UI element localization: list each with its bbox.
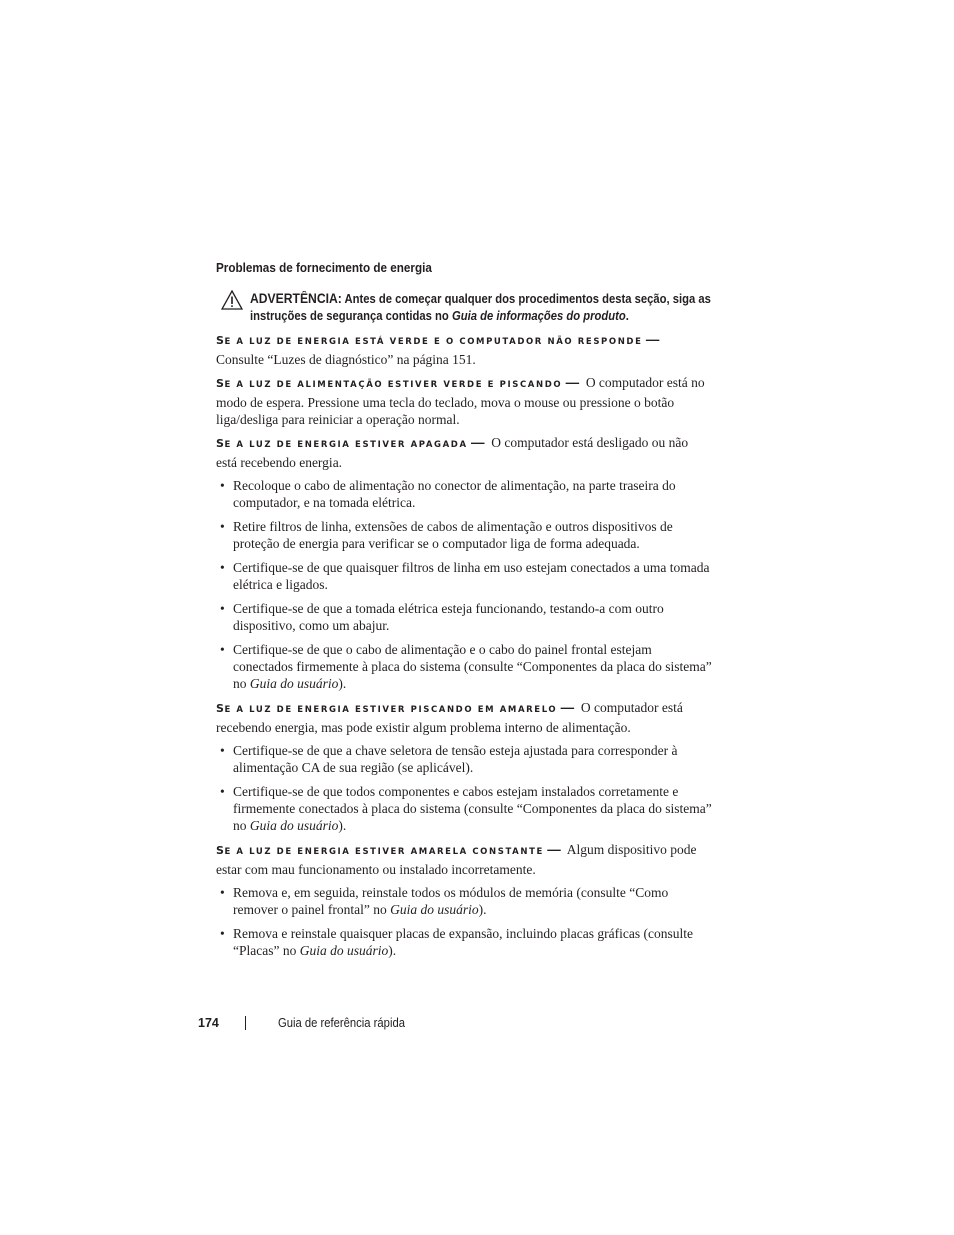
item-heading-rest: E A LUZ DE ALIMENTAÇÃO ESTIVER VERDE E PISCANDO (224, 380, 563, 390)
list-item-reference: Guia do usuário (299, 943, 389, 958)
warning-body: Antes de começar qualquer dos procedimentos desta seção, siga as instruções de segurança contidas no (250, 292, 711, 323)
item-heading (216, 702, 558, 715)
list-item-text: Certifique-se de que a tomada elétrica esteja funcionando, testando-a com outro dispositivo, como um abajur. (233, 601, 664, 633)
warning-notice (216, 290, 712, 325)
item-paragraph (216, 841, 712, 878)
item-paragraph (216, 331, 712, 368)
list-item (216, 884, 712, 918)
footer-separator (245, 1016, 246, 1030)
bullet-icon: • (220, 560, 225, 575)
list-item (216, 477, 712, 511)
item-text: O computador está desligado ou não está recebendo energia. (216, 435, 689, 470)
list-item-text: Certifique-se de que todos componentes e cabos estejam instalados corretamente e firmemente conectados à placa do sistema (consulte “Componentes da placa do sistema” no (233, 784, 712, 833)
item-heading-rest: E A LUZ DE ENERGIA ESTIVER AMARELA CONSTANTE (224, 847, 544, 857)
bullet-icon: • (220, 478, 225, 493)
list-item-end: ). (478, 902, 487, 917)
warning-triangle-icon (221, 290, 243, 310)
bullet-icon: • (220, 885, 225, 900)
item-heading-initial: S (216, 334, 225, 347)
troubleshooting-items (216, 331, 712, 959)
item-heading (216, 377, 563, 390)
item-dash: — (471, 435, 485, 450)
bullet-list (216, 477, 712, 692)
section-title: Problemas de fornecimento de energia (216, 260, 432, 275)
bullet-icon: • (220, 601, 225, 616)
list-item (216, 559, 712, 593)
item-dash: — (547, 842, 561, 857)
list-item-text: Remova e reinstale quaisquer placas de expansão, incluindo placas gráficas (consulte “Placas” no (233, 926, 693, 958)
bullet-list (216, 884, 712, 959)
item-heading-rest: E A LUZ DE ENERGIA ESTÁ VERDE E O COMPUTADOR NÃO RESPONDE (224, 337, 643, 347)
item-text: O computador está recebendo energia, mas pode existir algum problema interno de alimentação. (216, 700, 683, 735)
item-heading-initial: S (216, 437, 225, 450)
list-item-end: ). (388, 943, 397, 958)
warning-end: . (625, 309, 629, 323)
item-paragraph (216, 434, 712, 471)
list-item-text: Recoloque o cabo de alimentação no conector de alimentação, na parte traseira do computador, e na tomada elétrica. (233, 478, 676, 510)
list-item-end: ). (338, 818, 347, 833)
bullet-icon: • (220, 784, 225, 799)
list-item (216, 518, 712, 552)
list-item-reference: Guia do usuário (249, 676, 339, 691)
warning-label: ADVERTÊNCIA: (250, 291, 342, 306)
item-heading (216, 844, 544, 857)
list-item-end: ). (338, 676, 347, 691)
item-text: Algum dispositivo pode estar com mau funcionamento ou instalado incorretamente. (216, 842, 697, 877)
list-item (216, 925, 712, 959)
item-heading-initial: S (216, 844, 225, 857)
item-dash: — (560, 700, 575, 715)
bullet-icon: • (220, 743, 225, 758)
item-heading (216, 437, 468, 450)
item-paragraph (216, 699, 712, 736)
list-item (216, 641, 712, 692)
bullet-icon: • (220, 642, 225, 657)
item-heading-initial: S (216, 702, 225, 715)
item-text: O computador está no modo de espera. Pressione uma tecla do teclado, mova o mouse ou pressione o botão liga/desliga para reiniciar a operação normal. (216, 375, 705, 427)
item-heading-initial: S (216, 377, 225, 390)
item-paragraph (216, 374, 712, 428)
list-item-text: Retire filtros de linha, extensões de cabos de alimentação e outros dispositivos de proteção de energia para verificar se o computador liga de forma adequada. (233, 519, 673, 551)
bullet-icon: • (220, 926, 225, 941)
list-item-reference: Guia do usuário (390, 902, 479, 917)
page-content (216, 258, 712, 966)
bullet-icon: • (220, 519, 225, 534)
list-item (216, 600, 712, 634)
item-dash: — (565, 375, 580, 390)
list-item-text: Remova e, em seguida, reinstale todos os módulos de memória (consulte “Como remover o painel frontal” no (233, 885, 669, 917)
item-text: Consulte “Luzes de diagnóstico” na página 151. (216, 352, 476, 367)
list-item-text: Certifique-se de que o cabo de alimentação e o cabo do painel frontal estejam conectados firmemente à placa do sistema (consulte “Componentes da placa do sistema” no (233, 642, 712, 691)
item-heading-rest: E A LUZ DE ENERGIA ESTIVER PISCANDO EM AMARELO (224, 705, 558, 715)
warning-text (250, 290, 714, 325)
list-item-text: Certifique-se de que quaisquer filtros de linha em uso estejam conectados a uma tomada elétrica e ligados. (233, 560, 710, 592)
footer-title: Guia de referência rápida (278, 1016, 405, 1030)
item-heading (216, 334, 643, 347)
list-item (216, 783, 712, 834)
item-dash: — (645, 332, 660, 347)
list-item (216, 742, 712, 776)
bullet-list (216, 742, 712, 834)
item-heading-rest: E A LUZ DE ENERGIA ESTIVER APAGADA (224, 440, 468, 450)
list-item-text: Certifique-se de que a chave seletora de tensão esteja ajustada para corresponder à alimentação CA de sua região (se aplicável). (233, 743, 678, 775)
page-number: 174 (198, 1016, 219, 1030)
warning-reference: Guia de informações do produto (451, 309, 626, 323)
list-item-reference: Guia do usuário (249, 818, 339, 833)
